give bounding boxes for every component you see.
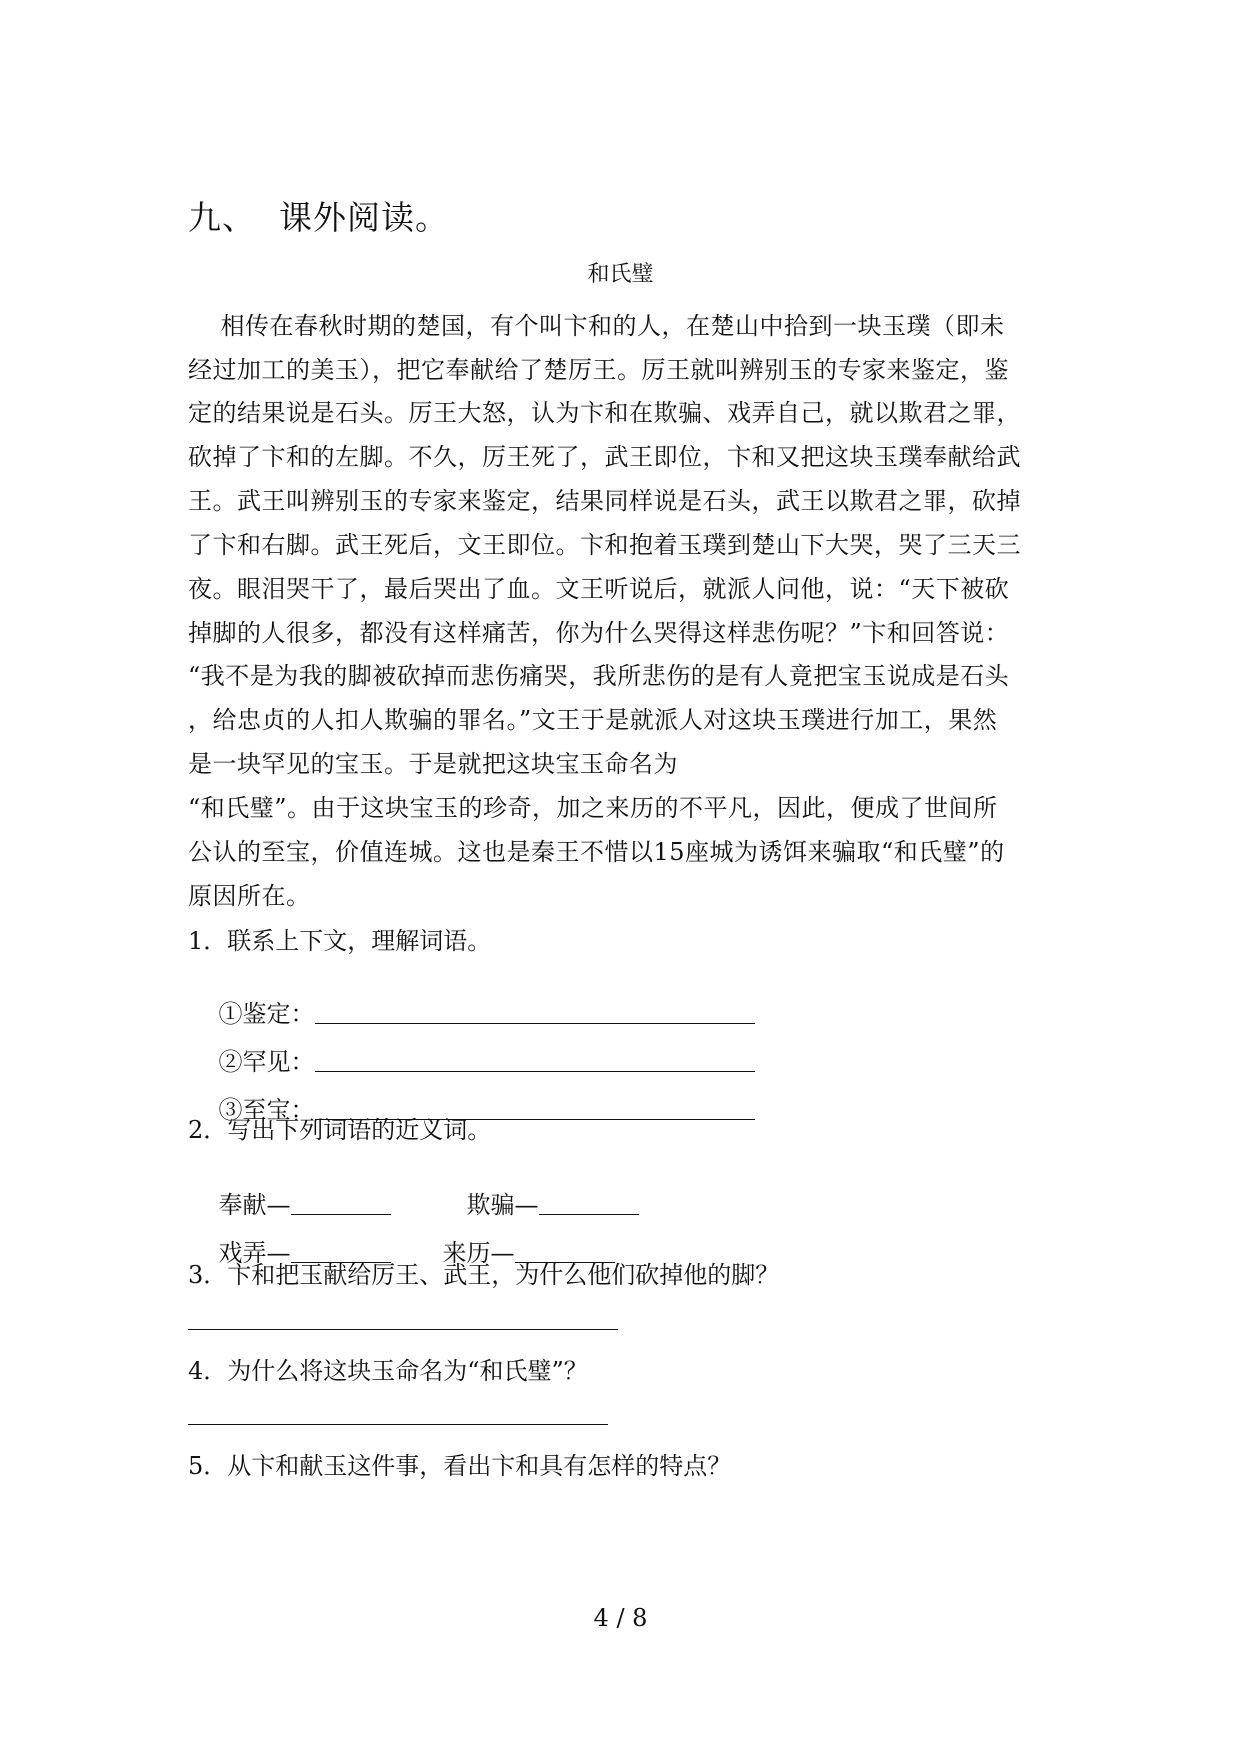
- passage-line: 砍掉了卞和的左脚。不久，厉王死了，武王即位，卞和又把这块玉璞奉献给武: [188, 443, 1021, 471]
- passage-line: 原因所在。: [188, 882, 311, 910]
- term-label: ②罕见：: [218, 1048, 315, 1076]
- answer-line[interactable]: [188, 1329, 618, 1330]
- question-2-prompt: 2．写出下列词语的近义词。: [188, 1116, 492, 1144]
- passage-line: 相传在春秋时期的楚国，有个叫卞和的人，在楚山中拾到一块玉璞（即未: [188, 312, 1005, 340]
- passage-line: 定的结果说是石头。厉王大怒，认为卞和在欺骗、戏弄自己，就以欺君之罪，: [188, 399, 1021, 427]
- page-number: 4 / 8: [593, 1604, 648, 1632]
- word-label: 欺骗—: [466, 1191, 539, 1219]
- passage-title: 和氏璧: [587, 262, 654, 287]
- question-4-prompt: 4．为什么将这块玉命名为“和氏璧”？: [188, 1357, 588, 1385]
- passage-line: 夜。眼泪哭干了，最后哭出了血。文王听说后，就派人问他，说：“天下被砍: [188, 575, 1010, 603]
- term-label: ③至宝：: [218, 1096, 315, 1124]
- passage-line: ，给忠贞的人扣人欺骗的罪名。”文王于是就派人对这块玉璞进行加工，果然: [188, 706, 998, 734]
- passage-line: 掉脚的人很多，都没有这样痛苦，你为什么哭得这样悲伤呢？”卞和回答说：: [188, 619, 1010, 647]
- passage-line: 是一块罕见的宝玉。于是就把这块宝玉命名为: [188, 750, 678, 778]
- word-label: 戏弄—: [218, 1239, 291, 1267]
- word-label: 来历—: [442, 1239, 515, 1267]
- term-label: ①鉴定：: [218, 1000, 315, 1028]
- section-title: 九、 课外阅读。: [188, 198, 449, 237]
- passage-line: “我不是为我的脚被砍掉而悲伤痛哭，我所悲伤的是有人竟把宝玉说成是石头: [188, 662, 1010, 690]
- passage-line: 经过加工的美玉），把它奉献给了楚厉王。厉王就叫辨别玉的专家来鉴定，鉴: [188, 356, 1009, 384]
- word-label: 奉献—: [218, 1191, 291, 1219]
- question-5-prompt: 5．从卞和献玉这件事，看出卞和具有怎样的特点？: [188, 1452, 732, 1480]
- question-3-prompt: 3．卞和把玉献给厉王、武王，为什么他们砍掉他的脚？: [188, 1261, 780, 1289]
- passage-line: 了卞和右脚。武王死后，文王即位。卞和抱着玉璞到楚山下大哭，哭了三天三: [188, 531, 1021, 559]
- passage-line: “和氏璧”。由于这块宝玉的珍奇，加之来历的不平凡，因此，便成了世间所: [188, 794, 998, 822]
- passage-line: 公认的至宝，价值连城。这也是秦王不惜以15座城为诱饵来骗取“和氏璧”的: [188, 838, 1005, 866]
- passage-line: 王。武王叫辨别玉的专家来鉴定，结果同样说是石头，武王以欺君之罪，砍掉: [188, 487, 1021, 515]
- answer-line[interactable]: [188, 1424, 608, 1425]
- question-1-prompt: 1．联系上下文，理解词语。: [188, 927, 492, 955]
